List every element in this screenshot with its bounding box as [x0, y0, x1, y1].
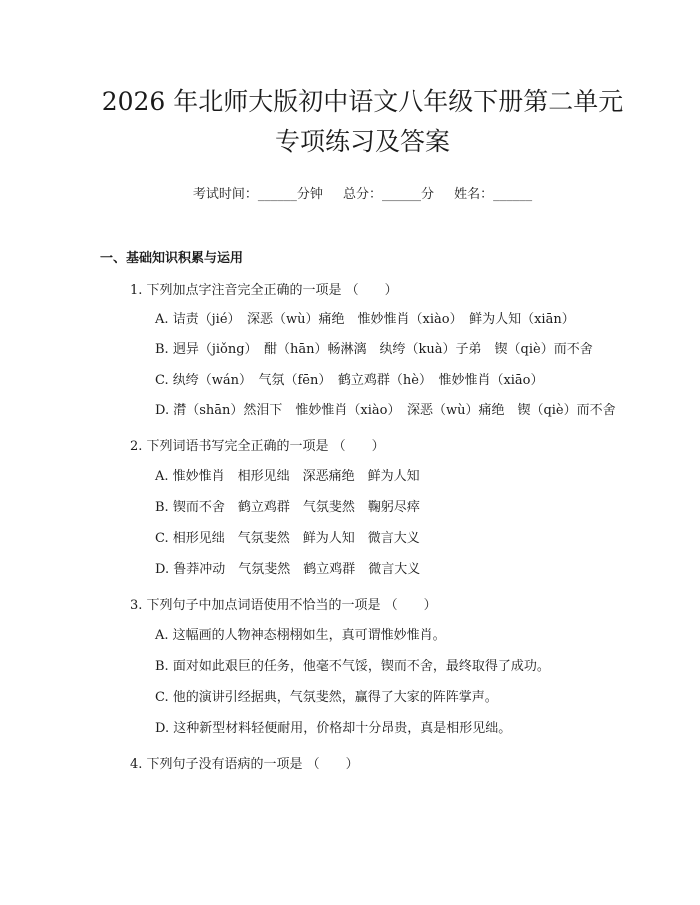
- question-4-stem: 4. 下列句子没有语病的一项是 （ ）: [130, 757, 359, 772]
- question-2-stem: 2. 下列词语书写完全正确的一项是 （ ）: [130, 439, 385, 454]
- question-1-stem: 1. 下列加点字注音完全正确的一项是 （ ）: [130, 283, 398, 298]
- section-heading: 一、基础知识积累与运用: [100, 251, 244, 266]
- question-1-option-c: C. 纨绔（wán） 气氛（fēn） 鹤立鸡群（hè） 惟妙惟肖（xiāo）: [155, 373, 544, 388]
- question-2-option-a: A. 惟妙惟肖 相形见绌 深恶痛绝 鲜为人知: [155, 469, 420, 484]
- question-3-option-d: D. 这种新型材料轻便耐用，价格却十分昂贵，真是相形见绌。: [155, 721, 512, 736]
- question-3-option-c: C. 他的演讲引经据典，气氛斐然，赢得了大家的阵阵掌声。: [155, 690, 498, 705]
- question-1-option-a: A. 诘责（jié） 深恶（wù）痛绝 惟妙惟肖（xiào） 鲜为人知（xiān）: [155, 312, 575, 327]
- page-title: 2026 年北师大版初中语文八年级下册第二单元专项练习及答案: [101, 87, 624, 156]
- exam-info: [100, 186, 625, 204]
- question-2-option-b: B. 锲而不舍 鹤立鸡群 气氛斐然 鞠躬尽瘁: [155, 500, 420, 515]
- question-1-option-d: D. 潸（shān）然泪下 惟妙惟肖（xiào） 深恶（wù）痛绝 锲（qiè）而不舍: [155, 403, 616, 418]
- question-3-option-b: B. 面对如此艰巨的任务，他毫不气馁，锲而不舍，最终取得了成功。: [155, 659, 550, 674]
- question-2-options: [100, 461, 625, 585]
- question-3-option-a: A. 这幅画的人物神态栩栩如生，真可谓惟妙惟肖。: [155, 628, 446, 643]
- question-2-option-d: D. 鲁莽冲动 气氛斐然 鹤立鸡群 微言大义: [155, 562, 421, 577]
- question-3-stem: 3. 下列句子中加点词语使用不恰当的一项是 （ ）: [130, 598, 437, 613]
- question-3-options: [100, 620, 625, 744]
- student-name: 姓名：______: [454, 187, 533, 202]
- question-1-option-b: B. 迥异（jiǒng） 酣（hān）畅淋漓 纨绔（kuà）子弟 锲（qiè）而不舍: [155, 342, 593, 357]
- exam-time: 考试时间：______分钟: [192, 187, 323, 202]
- question-2-option-c: C. 相形见绌 气氛斐然 鲜为人知 微言大义: [155, 531, 420, 546]
- total-score: 总分：______分: [342, 187, 434, 202]
- question-1-options: [100, 305, 625, 426]
